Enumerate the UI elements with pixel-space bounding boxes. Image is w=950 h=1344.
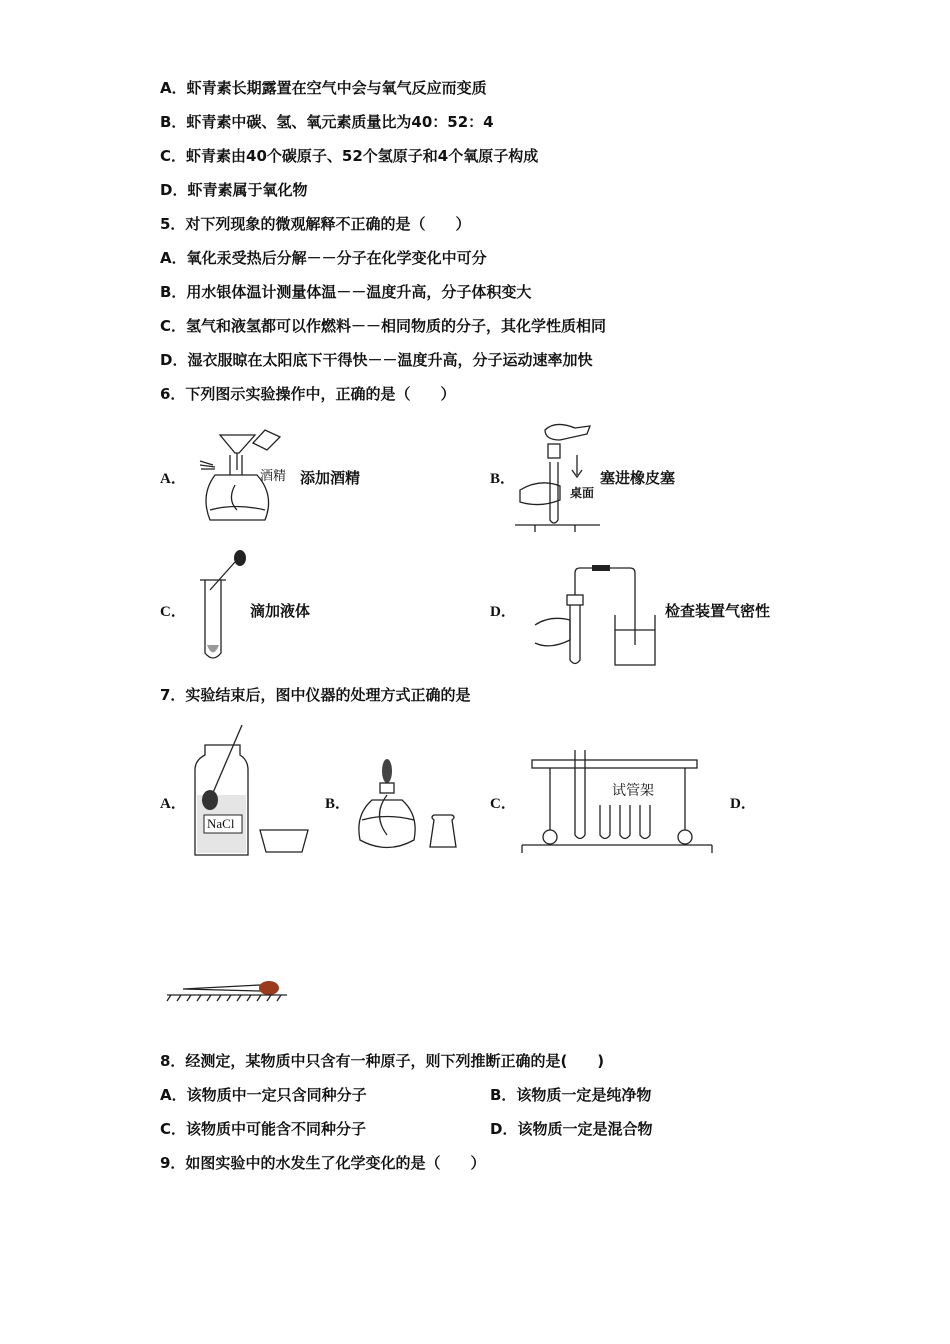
q4-option-d: D．虾青素属于氧化物 (160, 181, 308, 199)
q7-label-b: B． (325, 796, 351, 812)
q5-option-a: A．氧化汞受热后分解－－分子在化学变化中可分 (160, 249, 487, 267)
desk-figure-label: 桌面 (570, 486, 595, 500)
nacl-bottle-figure (190, 725, 310, 860)
q5-option-d: D．湿衣服晾在太阳底下干得快－－温度升高，分子运动速率加快 (160, 351, 593, 369)
q6-label-b: B． (490, 471, 516, 487)
q6-caption-a: 添加酒精 (300, 469, 361, 487)
nacl-label: NaCl (207, 816, 235, 831)
airtightness-figure (530, 565, 660, 670)
q8-option-d: D．该物质一定是混合物 (490, 1120, 653, 1138)
q4-option-c: C．虾青素由40个碳原子、52个氢原子和4个氧原子构成 (160, 147, 539, 165)
q5-stem: 5．对下列现象的微观解释不正确的是（ ） (160, 215, 471, 233)
q7-stem: 7．实验结束后，图中仪器的处理方式正确的是 (160, 686, 471, 704)
dropper-tube-figure (200, 550, 250, 665)
test-tube-rack-figure (520, 745, 715, 855)
q8-option-b: B．该物质一定是纯净物 (490, 1086, 652, 1104)
q7-label-d: D． (730, 796, 756, 812)
lit-alcohol-lamp-figure (352, 755, 467, 855)
q5-option-b: B．用水银体温计测量体温－－温度升高，分子体积变大 (160, 283, 532, 301)
q8-option-c: C．该物质中可能含不同种分子 (160, 1120, 367, 1138)
q8-stem: 8．经测定，某物质中只含有一种原子，则下列推断正确的是( ) (160, 1052, 605, 1070)
q6-caption-b: 塞进橡皮塞 (600, 469, 676, 487)
q9-stem: 9．如图实验中的水发生了化学变化的是（ ） (160, 1154, 486, 1172)
q6-label-a: A． (160, 471, 186, 487)
q4-option-b: B．虾青素中碳、氢、氧元素质量比为40：52：4 (160, 113, 494, 131)
q7-label-c: C． (490, 796, 516, 812)
q6-label-c: C． (160, 604, 186, 620)
q4-option-a: A．虾青素长期露置在空气中会与氧气反应而变质 (160, 79, 487, 97)
q6-stem: 6．下列图示实验操作中，正确的是（ ） (160, 385, 456, 403)
dropper-on-table-figure (165, 975, 290, 1005)
q8-option-a: A．该物质中一定只含同种分子 (160, 1086, 367, 1104)
q6-label-d: D． (490, 604, 516, 620)
stopper-tube-figure (515, 420, 600, 532)
q7-label-a: A． (160, 796, 186, 812)
q5-option-c: C．氢气和液氢都可以作燃料－－相同物质的分子，其化学性质相同 (160, 317, 607, 335)
q6-caption-c: 滴加液体 (250, 602, 311, 620)
q6-caption-d: 检查装置气密性 (665, 602, 771, 620)
rack-label: 试管架 (612, 783, 654, 799)
alcohol-figure-label: 酒精 (260, 469, 287, 484)
